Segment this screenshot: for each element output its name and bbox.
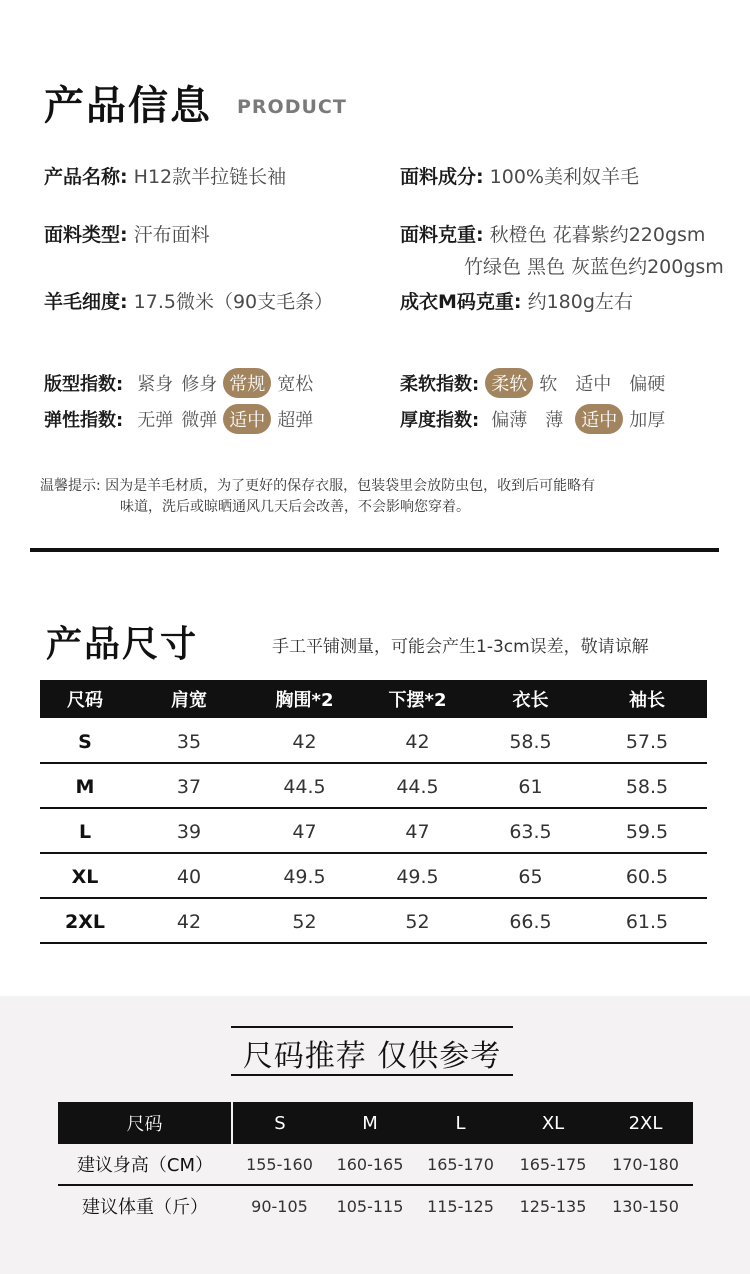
index-option-selected: 适中 — [575, 404, 623, 434]
table-cell: 60.5 — [587, 853, 707, 898]
table-cell: 170-180 — [598, 1144, 693, 1185]
index-option: 宽松 — [277, 374, 314, 395]
info-fabric-composition — [400, 162, 639, 189]
header-cell: 2XL — [598, 1102, 693, 1144]
index-label: 厚度指数: — [400, 410, 480, 431]
info-label: 面料类型: — [44, 224, 128, 246]
table-cell: 42 — [361, 718, 474, 763]
rec-title-top-rule — [231, 1026, 513, 1028]
table-cell: 66.5 — [474, 898, 587, 943]
table-row — [40, 763, 707, 808]
table-cell: 160-165 — [327, 1144, 413, 1185]
table-cell: 47 — [361, 808, 474, 853]
table-cell: 61 — [474, 763, 587, 808]
tip-line-2: 味道，洗后或晾晒通风几天后会改善，不会影响您穿着。 — [120, 499, 470, 515]
index-fit — [44, 368, 319, 398]
index-thickness — [400, 404, 671, 434]
table-cell: 44.5 — [248, 763, 361, 808]
header-cell: 袖长 — [587, 680, 707, 718]
table-cell: XL — [40, 853, 130, 898]
table-cell: 130-150 — [612, 1196, 679, 1216]
table-cell: 49.5 — [361, 853, 474, 898]
info-value: 100%美利奴羊毛 — [489, 166, 639, 188]
index-option: 软 — [539, 374, 558, 395]
index-option: 微弹 — [181, 410, 218, 431]
index-option-selected: 柔软 — [485, 368, 533, 398]
index-option: 无弹 — [137, 410, 174, 431]
table-row — [58, 1144, 693, 1185]
tip-line-1 — [40, 476, 595, 497]
table-cell: 59.5 — [587, 808, 707, 853]
header-cell: 衣长 — [474, 680, 587, 718]
index-option: 修身 — [181, 374, 218, 395]
info-value: 汗布面料 — [133, 224, 210, 246]
info-fabric-type — [44, 220, 210, 247]
header-cell: 尺码 — [58, 1102, 232, 1144]
product-info-title-en: PRODUCT — [237, 96, 347, 118]
info-fabric-weight-line2: 竹绿色 黑色 灰蓝色约200gsm — [464, 256, 724, 278]
tip-text: 因为是羊毛材质，为了更好的保存衣服，包装袋里会放防虫包，收到后可能略有 — [105, 478, 596, 494]
table-cell: 建议体重（斤） — [82, 1197, 208, 1218]
index-option-selected: 适中 — [223, 404, 271, 434]
table-cell: 建议身高（CM） — [58, 1144, 232, 1185]
header-cell: XL — [508, 1102, 598, 1144]
info-value: 秋橙色 花暮紫约220gsm — [489, 224, 706, 246]
product-info-title: 产品信息 — [44, 83, 212, 129]
info-value: 17.5微米（90支毛条） — [133, 291, 334, 313]
table-cell: S — [40, 718, 130, 763]
table-cell: 63.5 — [474, 808, 587, 853]
info-fabric-weight — [400, 220, 705, 247]
recommendation-table — [58, 1102, 693, 1226]
table-cell: M — [40, 763, 130, 808]
tip-label: 温馨提示: — [40, 478, 101, 494]
header-cell: M — [327, 1102, 413, 1144]
table-cell: 42 — [248, 718, 361, 763]
table-cell: 58.5 — [474, 718, 587, 763]
table-cell: 165-170 — [413, 1144, 508, 1185]
table-cell: 155-160 — [232, 1144, 327, 1185]
index-option: 偏薄 — [491, 410, 528, 431]
index-softness — [400, 368, 671, 398]
info-product-name — [44, 162, 286, 189]
table-cell: 35 — [130, 718, 248, 763]
header-cell: 下摆*2 — [361, 680, 474, 718]
table-cell: 39 — [130, 808, 248, 853]
header-cell: 肩宽 — [130, 680, 248, 718]
table-cell: 47 — [248, 808, 361, 853]
table-cell: 49.5 — [248, 853, 361, 898]
table-row — [40, 853, 707, 898]
index-label: 柔软指数: — [400, 374, 480, 395]
table-cell: 52 — [361, 898, 474, 943]
index-option: 超弹 — [277, 410, 314, 431]
info-garment-weight — [400, 287, 633, 314]
table-cell: 115-125 — [427, 1196, 494, 1216]
table-cell: 37 — [130, 763, 248, 808]
info-label: 面料克重: — [400, 224, 484, 246]
index-label: 版型指数: — [44, 374, 124, 395]
table-cell: 65 — [474, 853, 587, 898]
table-cell: 52 — [248, 898, 361, 943]
table-cell: 42 — [130, 898, 248, 943]
info-label: 面料成分: — [400, 166, 484, 188]
info-value: H12款半拉链长袖 — [133, 166, 287, 188]
table-cell: 2XL — [40, 898, 130, 943]
index-option-selected: 常规 — [223, 368, 271, 398]
info-value: 约180g左右 — [527, 291, 633, 313]
table-cell: 90-105 — [251, 1196, 308, 1216]
index-option: 加厚 — [629, 410, 666, 431]
index-option: 适中 — [575, 374, 612, 395]
index-option: 紧身 — [137, 374, 174, 395]
recommendation-title: 尺码推荐 仅供参考 — [242, 1039, 502, 1074]
info-label: 羊毛细度: — [44, 291, 128, 313]
table-cell: L — [40, 808, 130, 853]
rec-table-header — [58, 1102, 693, 1144]
table-cell: 44.5 — [361, 763, 474, 808]
table-row — [58, 1185, 693, 1226]
header-cell: 尺码 — [40, 680, 130, 718]
index-elasticity — [44, 404, 319, 434]
index-option: 薄 — [545, 410, 564, 431]
table-cell: 165-175 — [508, 1144, 598, 1185]
size-chart-title: 产品尺寸 — [46, 624, 199, 665]
size-table — [40, 680, 707, 944]
size-chart-note: 手工平铺测量，可能会产生1-3cm误差，敬请谅解 — [272, 637, 649, 657]
size-table-header — [40, 680, 707, 718]
header-cell: L — [413, 1102, 508, 1144]
rec-title-bottom-rule — [231, 1074, 513, 1076]
table-cell: 125-135 — [519, 1196, 587, 1216]
table-cell: 40 — [130, 853, 248, 898]
table-cell: 105-115 — [336, 1196, 404, 1216]
header-cell: S — [232, 1102, 327, 1144]
index-label: 弹性指数: — [44, 410, 124, 431]
table-cell: 57.5 — [587, 718, 707, 763]
table-cell: 58.5 — [587, 763, 707, 808]
section-divider — [30, 548, 719, 552]
info-wool-fineness — [44, 287, 333, 314]
table-cell: 61.5 — [587, 898, 707, 943]
info-label: 成衣M码克重: — [400, 291, 522, 313]
table-row — [40, 898, 707, 943]
info-label: 产品名称: — [44, 166, 128, 188]
header-cell: 胸围*2 — [248, 680, 361, 718]
index-option: 偏硬 — [629, 374, 666, 395]
table-row — [40, 808, 707, 853]
table-row — [40, 718, 707, 763]
